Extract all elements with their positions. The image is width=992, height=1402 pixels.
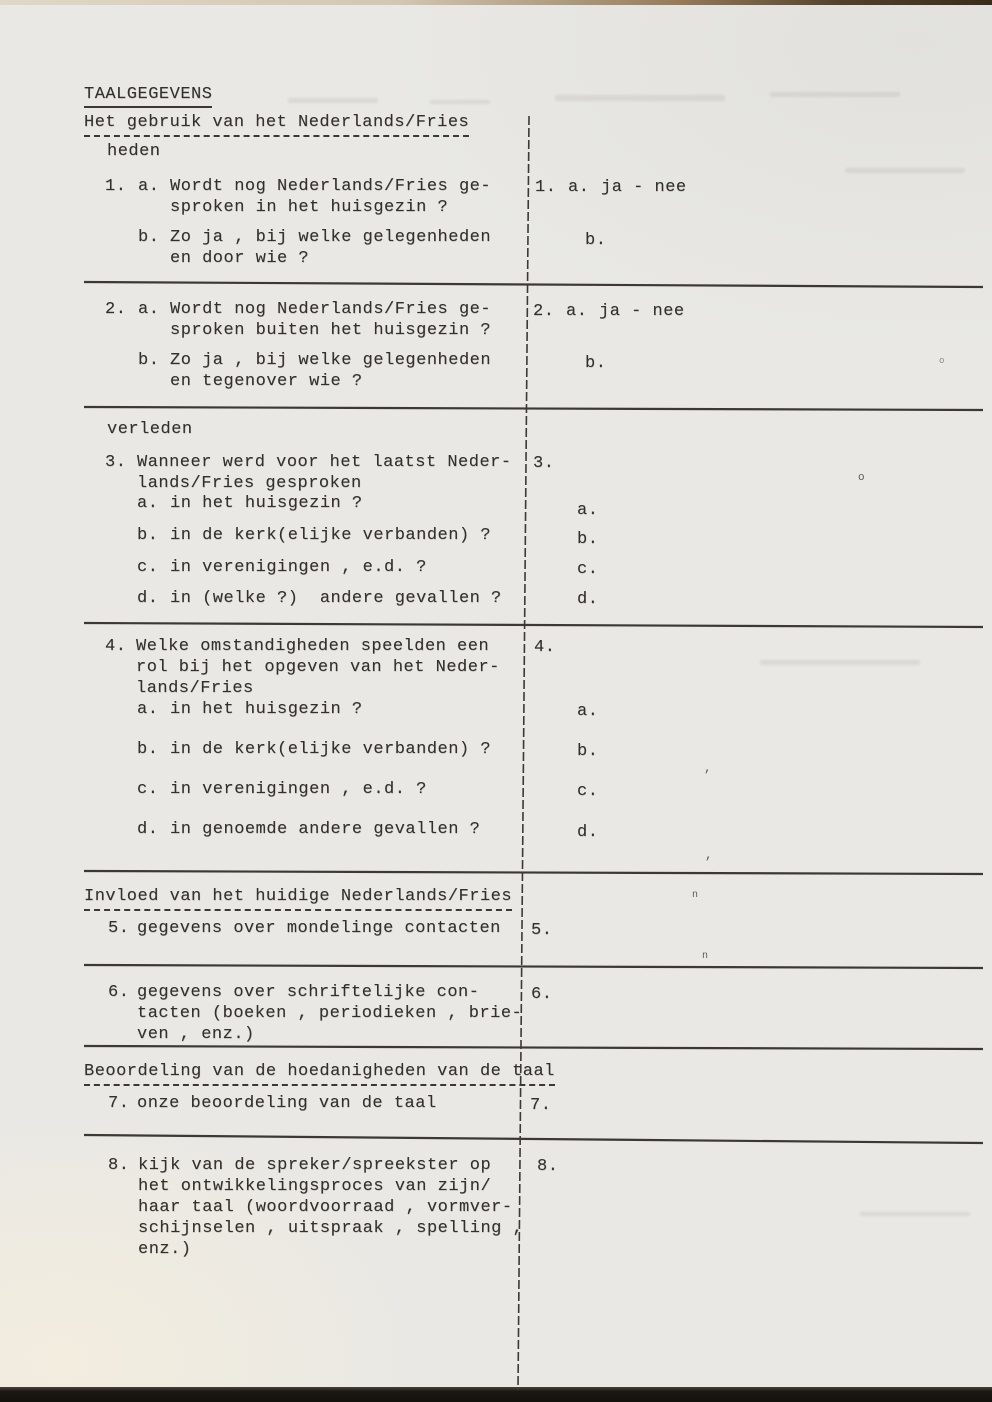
answer4-item-d: d. <box>577 823 599 842</box>
row-divider-line-4 <box>84 871 983 874</box>
answer4-item-c: c. <box>577 782 599 801</box>
answer2-a-value: ja - nee <box>599 302 685 321</box>
q4-intro-line2: rol bij het opgeven van het Neder- <box>136 658 500 677</box>
answer3-item-b: b. <box>577 530 599 549</box>
q4-item-d-label: d. <box>137 820 159 839</box>
q8-line5: enz.) <box>138 1240 192 1259</box>
q2-number: 2. <box>105 300 127 319</box>
q7-line1: onze beoordeling van de taal <box>137 1094 437 1113</box>
q3-intro-line1: Wanneer werd voor het laatst Neder- <box>137 453 512 472</box>
section-heading-usage-text: Het gebruik van het Nederlands/Fries <box>84 113 469 137</box>
q1-b-line2: en door wie ? <box>170 249 310 268</box>
page-title-text: TAALGEGEVENS <box>84 85 212 108</box>
q4-intro-line1: Welke omstandigheden speelden een <box>136 637 490 656</box>
section-heading-influence <box>84 886 512 907</box>
q1-number: 1. <box>105 177 127 196</box>
q4-number: 4. <box>105 637 127 656</box>
answer8-number: 8. <box>537 1157 559 1176</box>
answer2-number: 2. <box>533 302 555 321</box>
scan-artifact: o <box>858 472 865 484</box>
q2-b-line2: en tegenover wie ? <box>170 372 363 391</box>
answer1-a-label: a. <box>568 178 590 197</box>
scan-artifact: n <box>692 890 699 901</box>
answer3-item-c: c. <box>577 560 599 579</box>
q3-item-b-label: b. <box>137 526 159 545</box>
column-divider-line <box>518 116 529 1390</box>
section-heading-judgement-text: Beoordeling van de hoedanigheden van de taal <box>84 1062 555 1086</box>
q8-line1: kijk van de spreker/spreekster op <box>138 1156 492 1175</box>
answer6-number: 6. <box>531 985 553 1004</box>
q4-item-a-label: a. <box>137 700 159 719</box>
answer3-item-d: d. <box>577 590 599 609</box>
q4-item-b-text: in de kerk(elijke verbanden) ? <box>170 740 492 759</box>
answer3-number: 3. <box>533 454 555 473</box>
q3-item-a-label: a. <box>137 494 159 513</box>
page-title <box>84 84 212 105</box>
answer3-item-a: a. <box>577 501 599 520</box>
q8-line4: schijnselen , uitspraak , spelling , <box>138 1219 524 1238</box>
q4-item-a-text: in het huisgezin ? <box>170 700 363 719</box>
q3-number: 3. <box>105 453 127 472</box>
q1-a-label: a. <box>138 177 160 196</box>
q1-b-line1: Zo ja , bij welke gelegenheden <box>170 228 492 247</box>
row-divider-line-2 <box>84 407 983 410</box>
q6-number: 6. <box>108 983 130 1002</box>
section-heading-influence-text: Invloed van het huidige Nederlands/Fries <box>84 887 512 911</box>
scan-artifact: ’ <box>704 855 712 870</box>
q8-number: 8. <box>108 1156 130 1175</box>
scan-artifact: n <box>702 951 709 962</box>
q1-a-line2: sproken in het huisgezin ? <box>170 198 449 217</box>
answer4-number: 4. <box>534 638 556 657</box>
answer4-item-b: b. <box>577 742 599 761</box>
scan-artifact: o <box>939 356 945 366</box>
q6-line2: tacten (boeken , periodieken , brie- <box>137 1004 523 1023</box>
answer5-number: 5. <box>531 921 553 940</box>
row-divider-line-3 <box>84 623 983 627</box>
answer1-b-label: b. <box>585 231 607 250</box>
row-divider-line-1 <box>84 282 983 287</box>
subheading-heden: heden <box>107 142 161 161</box>
q4-item-d-text: in genoemde andere gevallen ? <box>170 820 481 839</box>
q4-item-c-label: c. <box>137 780 159 799</box>
q8-line2: het ontwikkelingsproces van zijn/ <box>138 1177 492 1196</box>
answer2-a-label: a. <box>566 302 588 321</box>
q3-intro-line2: lands/Fries gesproken <box>137 474 362 493</box>
scan-artifact: ’ <box>703 768 711 783</box>
answer7-number: 7. <box>530 1096 552 1115</box>
q6-line1: gegevens over schriftelijke con- <box>137 983 480 1002</box>
q3-item-d-text: in (welke ?) andere gevallen ? <box>170 589 502 608</box>
q2-b-label: b. <box>138 351 160 370</box>
q3-item-b-text: in de kerk(elijke verbanden) ? <box>170 526 492 545</box>
q2-a-line1: Wordt nog Nederlands/Fries ge- <box>170 300 492 319</box>
row-divider-line-6 <box>84 1046 983 1049</box>
q4-item-b-label: b. <box>137 740 159 759</box>
q8-line3: haar taal (woordvoorraad , vormver- <box>138 1198 513 1217</box>
q2-b-line1: Zo ja , bij welke gelegenheden <box>170 351 492 370</box>
q3-item-d-label: d. <box>137 589 159 608</box>
q3-item-c-text: in verenigingen , e.d. ? <box>170 558 427 577</box>
section-heading-usage <box>84 112 469 133</box>
q4-item-c-text: in verenigingen , e.d. ? <box>170 780 427 799</box>
section-heading-judgement <box>84 1061 555 1082</box>
answer1-a-value: ja - nee <box>601 178 687 197</box>
q2-a-line2: sproken buiten het huisgezin ? <box>170 321 492 340</box>
q7-number: 7. <box>108 1094 130 1113</box>
q3-item-c-label: c. <box>137 558 159 577</box>
q5-number: 5. <box>108 919 130 938</box>
q2-a-label: a. <box>138 300 160 319</box>
q1-b-label: b. <box>138 228 160 247</box>
answer2-b-label: b. <box>585 354 607 373</box>
q5-line1: gegevens over mondelinge contacten <box>137 919 501 938</box>
q6-line3: ven , enz.) <box>137 1025 255 1044</box>
row-divider-line-7 <box>84 1135 983 1143</box>
subheading-verleden: verleden <box>107 420 193 439</box>
q3-item-a-text: in het huisgezin ? <box>170 494 363 513</box>
q4-intro-line3: lands/Fries <box>136 679 254 698</box>
answer4-item-a: a. <box>577 702 599 721</box>
answer1-number: 1. <box>535 178 557 197</box>
q1-a-line1: Wordt nog Nederlands/Fries ge- <box>170 177 492 196</box>
row-divider-line-5 <box>84 965 983 968</box>
